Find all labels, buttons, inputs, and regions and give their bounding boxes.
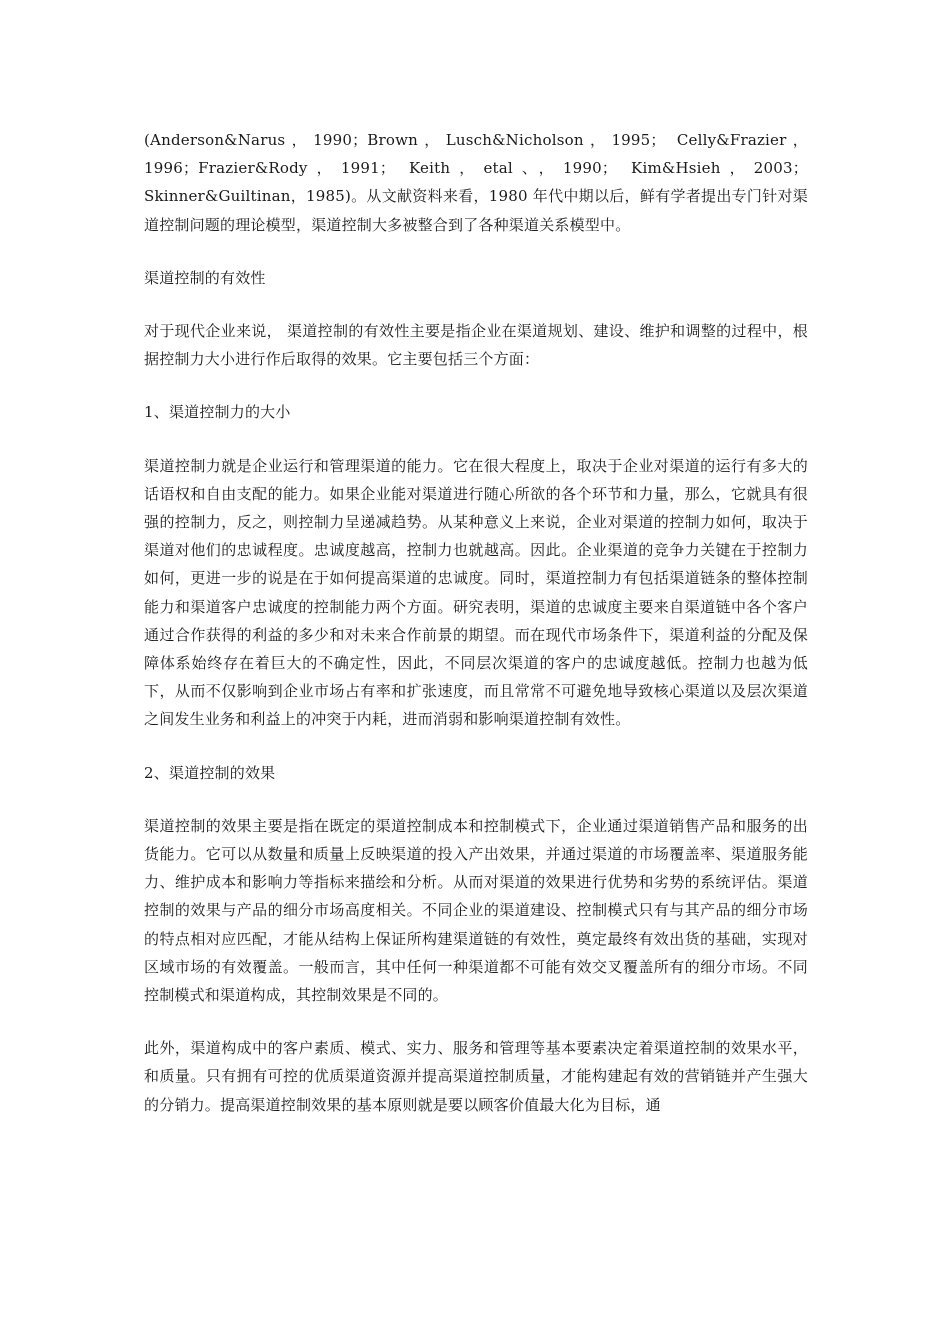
subheading-control-power: 1、渠道控制力的大小 — [144, 403, 291, 422]
subheading-control-effect: 2、渠道控制的效果 — [144, 763, 276, 782]
section-heading-effectiveness: 渠道控制的有效性 — [144, 268, 266, 287]
paragraph-control-effect: 渠道控制的效果主要是指在既定的渠道控制成本和控制模式下，企业通过渠道销售产品和服务的出货能力。它可以从数量和质量上反映渠道的投入产出效果，并通过渠道的市场覆盖率、渠道服务能力、维护成本和影响力等指标来描绘和分析。从而对渠道的效果进行优势和劣势的系统评估。渠道控制的效果与产品的细分市场高度相关。不同企业的渠道建设、控制模式只有与其产品的细分市场的特点相对应匹配，才能从结构上保证所构建渠道链的有效性，奠定最终有效出货的基础，实现对区域市场的有效覆盖。一般而言，其中任何一种渠道都不可能有效交叉覆盖所有的细分市场。不同控制模式和渠道构成，其控制效果是不同的。 — [144, 816, 808, 1005]
paragraph-additional-factors: 此外，渠道构成中的客户素质、模式、实力、服务和管理等基本要素决定着渠道控制的效果水平，和质量。只有拥有可控的优质渠道资源并提高渠道控制质量，才能构建起有效的营销链并产生强大的分销力。提高渠道控制效果的基本原则就是要以顾客价值最大化为目标，通 — [144, 1039, 808, 1114]
document-page — [144, 126, 808, 1144]
paragraph-literature-review: (Anderson&Narus，1990；Brown，Lusch&Nicholson，1995； Celly&Frazier，1996；Frazier&Rody，1991； Keith，etal、，1990； Kim&Hsieh，2003；Skinner&Guiltinan，1985)。从文献资料来看，1980 年代中期以后，鲜有学者提出专门针对渠道控制问题的理论模型，渠道控制大多被整合到了各种渠道关系模型中。 — [144, 131, 808, 234]
paragraph-effectiveness-intro: 对于现代企业来说， 渠道控制的有效性主要是指企业在渠道规划、建设、维护和调整的过程中，根据控制力大小进行作后取得的效果。它主要包括三个方面： — [144, 322, 808, 369]
paragraph-control-power: 渠道控制力就是企业运行和管理渠道的能力。它在很大程度上，取决于企业对渠道的运行有多大的话语权和自由支配的能力。如果企业能对渠道进行随心所欲的各个环节和力量，那么，它就具有很强的控制力，反之，则控制力呈递减趋势。从某种意义上来说，企业对渠道的控制力如何，取决于渠道对他们的忠诚程度。忠诚度越高，控制力也就越高。因此。企业渠道的竞争力关键在于控制力如何，更进一步的说是在于如何提高渠道的忠诚度。同时，渠道控制力有包括渠道链条的整体控制能力和渠道客户忠诚度的控制能力两个方面。研究表明，渠道的忠诚度主要来自渠道链中各个客户通过合作获得的利益的多少和对未来合作前景的期望。而在现代市场条件下，渠道利益的分配及保障体系始终存在着巨大的不确定性，因此，不同层次渠道的客户的忠诚度越低。控制力也越为低下，从而不仅影响到企业市场占有率和扩张速度，而且常常不可避免地导致核心渠道以及层次渠道之间发生业务和利益上的冲突于内耗，进而消弱和影响渠道控制有效性。 — [144, 456, 808, 729]
